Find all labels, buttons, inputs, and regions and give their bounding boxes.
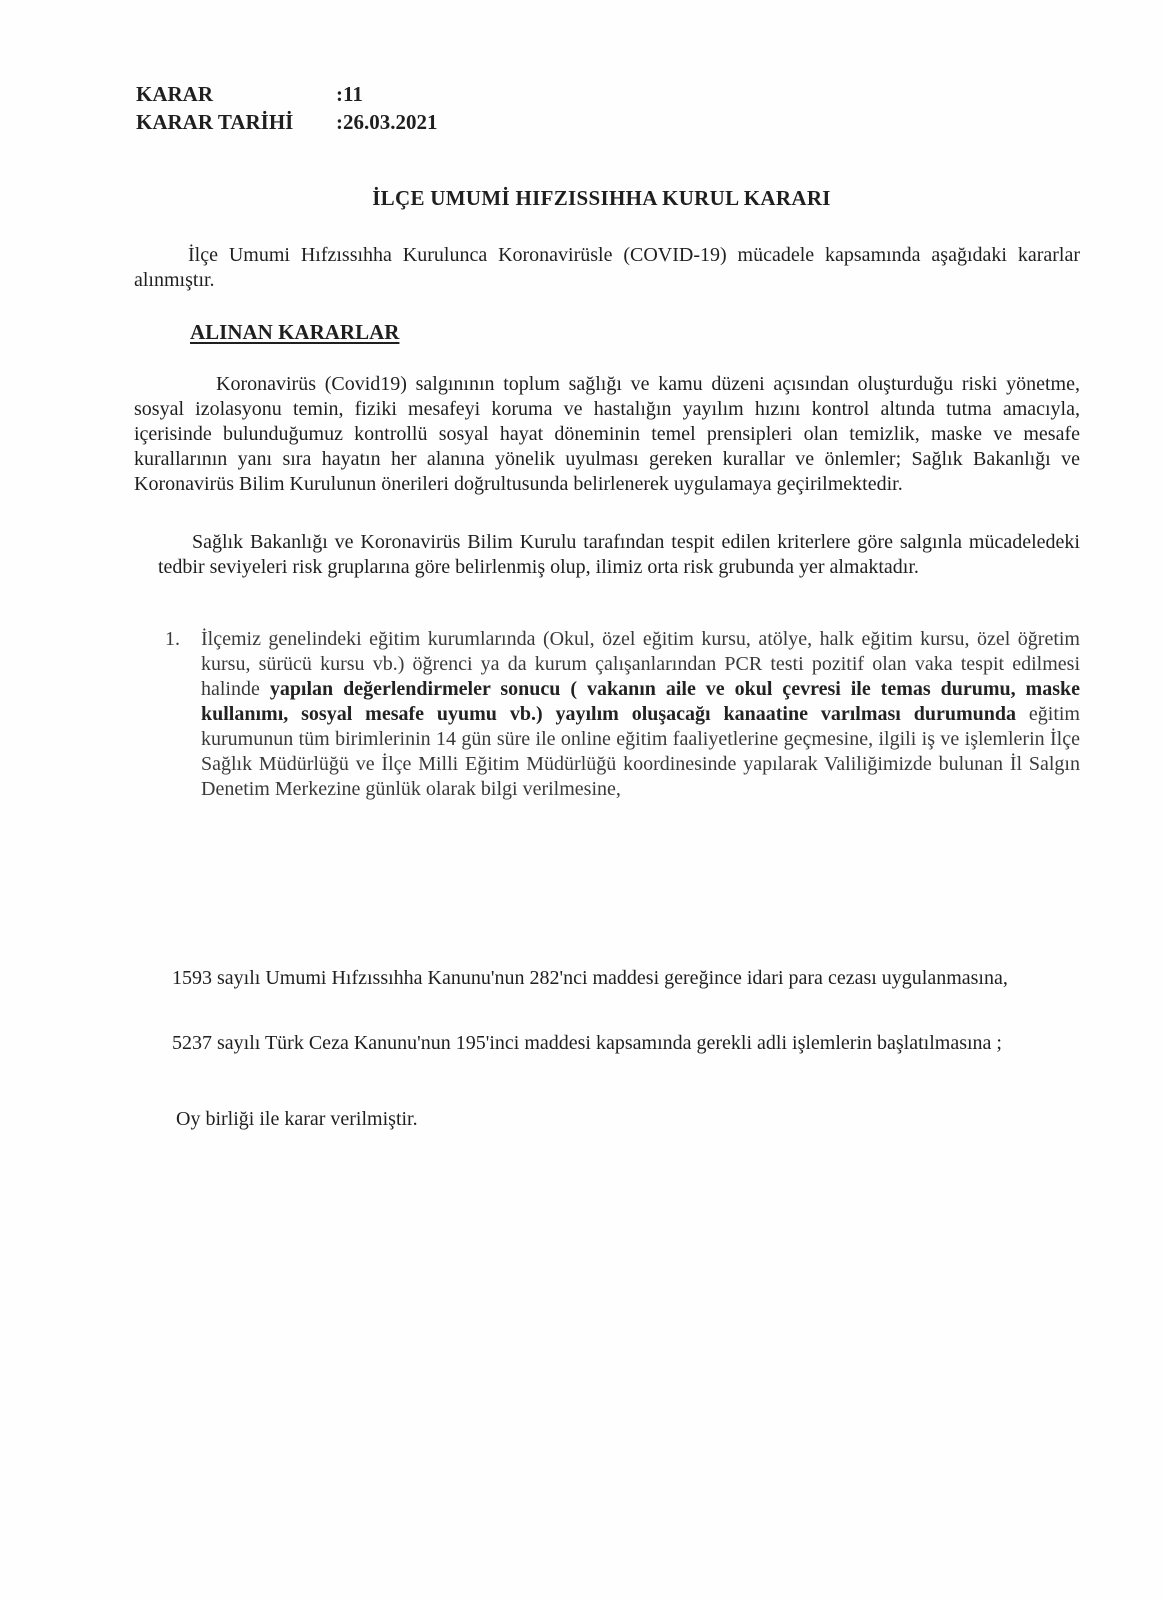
decision-number-label: KARAR xyxy=(136,82,213,106)
decision-date-label: KARAR TARİHİ xyxy=(136,110,294,134)
list-item-text-after: eğitim kurumunun tüm birimlerinin 14 gün süre ile online eğitim faaliyetlerine geçmesine, ilgili iş ve işlemlerin İlçe Sağlık Müdürlüğü ve İlçe Milli Eğitim Müdürlüğü koordinesinde yapılarak Valiliğimizde bulunan İl Salgın Denetim Merkezine günlük olarak bilgi verilmesine, xyxy=(201,703,1080,800)
section-heading: ALINAN KARARLAR xyxy=(190,320,400,344)
document-title: İLÇE UMUMİ HIFZISSIHHA KURUL KARARI xyxy=(372,186,831,210)
decision-list-item xyxy=(165,627,1080,802)
decision-header xyxy=(136,80,438,136)
decision-number-value: :11 xyxy=(336,82,363,106)
intro-paragraph: İlçe Umumi Hıfzıssıhha Kurulunca Koronavirüsle (COVID-19) mücadele kapsamında aşağıdaki kararlar alınmıştır. xyxy=(134,244,1080,291)
body-paragraph-1: Koronavirüs (Covid19) salgınının toplum sağlığı ve kamu düzeni açısından oluşturduğu riski yönetme, sosyal izolasyonu temin, fiziki mesafeyi koruma ve hastalığın yayılım hızını kontrol altında tutma amacıyla, içerisinde bulunduğumuz kontrollü sosyal hayat döneminin temel prensipleri olan temizlik, maske ve mesafe kurallarının yanı sıra hayatın her alanına yönelik uyulması gereken kurallar ve önlemler; Sağlık Bakanlığı ve Koronavirüs Bilim Kurulunun önerileri doğrultusunda belirlenerek uygulamaya geçirilmektedir. xyxy=(134,373,1080,495)
decision-number-row xyxy=(136,80,438,108)
decision-date-row xyxy=(136,108,438,136)
final-statement: Oy birliği ile karar verilmiştir. xyxy=(176,1108,418,1130)
body-paragraph-2: Sağlık Bakanlığı ve Koronavirüs Bilim Kurulu tarafından tespit edilen kriterlere göre salgınla mücadeledeki tedbir seviyeleri risk gruplarına göre belirlenmiş olup, ilimiz orta risk grubunda yer almaktadır. xyxy=(158,531,1080,578)
law-paragraph-1: 1593 sayılı Umumi Hıfzıssıhha Kanunu'nun 282'nci maddesi gereğince idari para cezası uygulanmasına, xyxy=(172,967,1008,989)
list-item-text-before: İlçemiz genelindeki eğitim kurumlarında (Okul, özel eğitim kursu, atölye, halk eğitim kursu, özel öğretim kursu, sürücü kursu vb.) öğrenci ya da kurum çalışanlarından PCR testi pozitif olan vaka tespit edilmesi halinde xyxy=(201,628,1080,700)
list-item-text xyxy=(201,627,1080,802)
law-paragraph-2: 5237 sayılı Türk Ceza Kanunu'nun 195'inci maddesi kapsamında gerekli adli işlemlerin başlatılmasına ; xyxy=(172,1032,1002,1054)
list-item-number: 1. xyxy=(165,628,180,650)
list-item-text-bold: yapılan değerlendirmeler sonucu ( vakanın aile ve okul çevresi ile temas durumu, maske kullanımı, sosyal mesafe uyumu vb.) yayılım oluşacağı kanaatine varılması durumunda xyxy=(201,678,1080,725)
decision-date-value: :26.03.2021 xyxy=(336,110,438,134)
